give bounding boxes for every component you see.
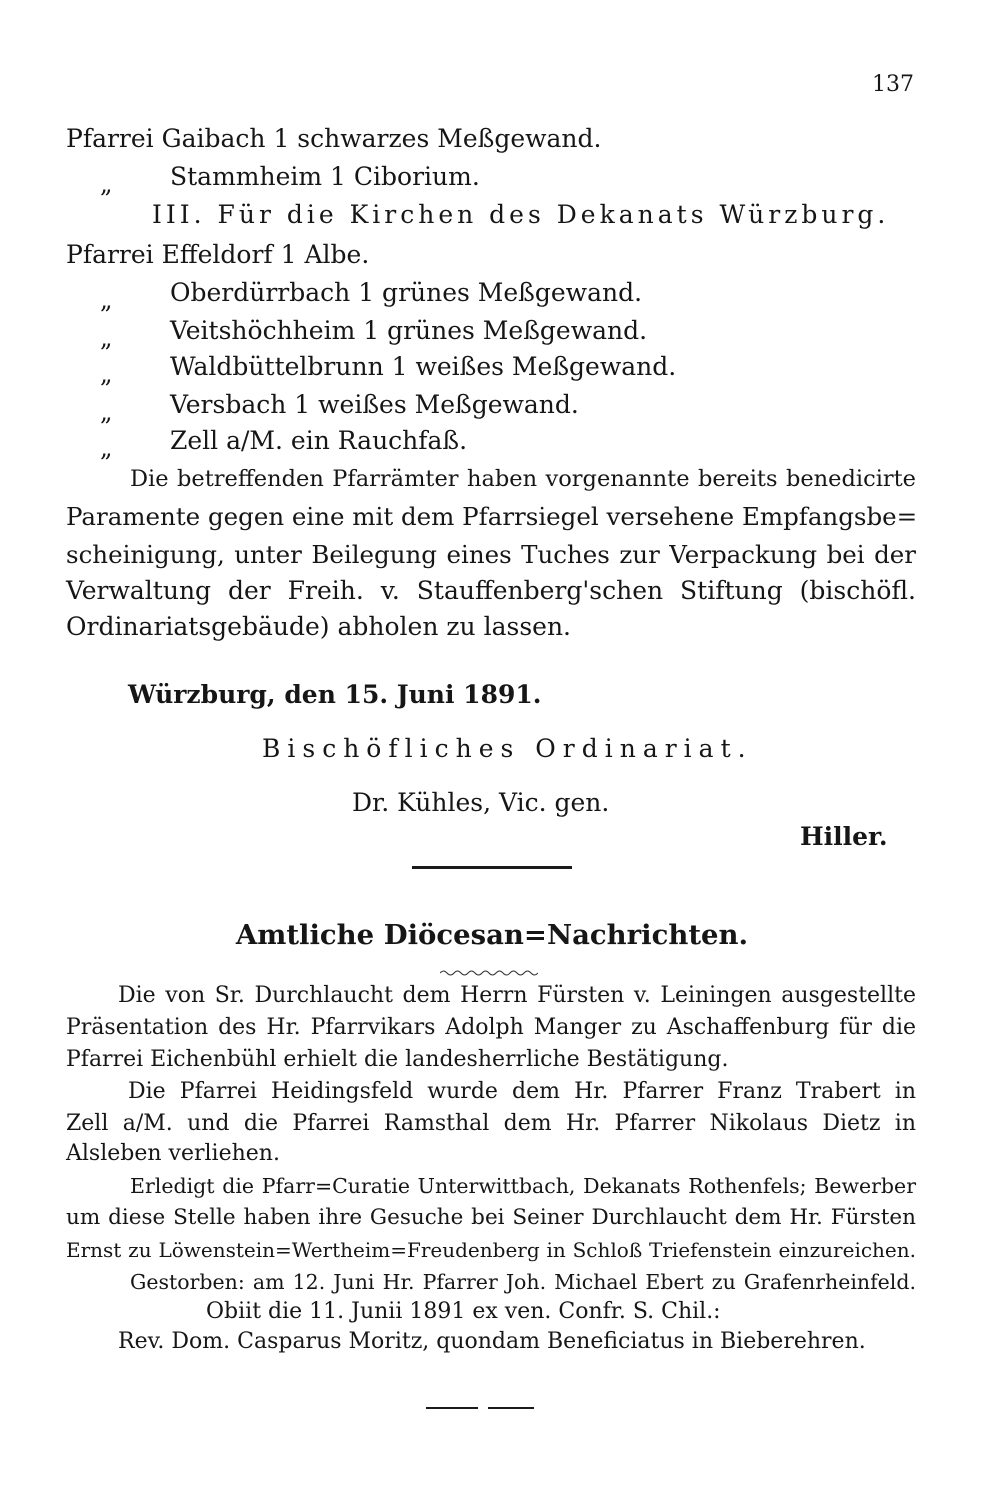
news-line: Die Pfarrei Heidingsfeld wurde dem Hr. Pfarrer Franz Trabert in: [128, 1079, 916, 1104]
page-number: 137: [872, 72, 914, 97]
news-line: Die von Sr. Durchlaucht dem Herrn Fürsten v. Leiningen ausgestellte: [118, 983, 916, 1008]
ditto-mark: „: [100, 360, 113, 388]
list-item: Zell a/M. ein Rauchfaß.: [170, 426, 468, 455]
news-line: Zell a/M. und die Pfarrei Ramsthal dem Hr. Pfarrer Nikolaus Dietz in: [66, 1111, 916, 1136]
list-item: Veitshöchheim 1 grünes Meßgewand.: [170, 316, 648, 345]
signature-secretary: Hiller.: [800, 822, 888, 851]
ditto-mark: „: [100, 324, 113, 352]
signature-vicar-general: Dr. Kühles, Vic. gen.: [352, 788, 610, 817]
date-line: Würzburg, den 15. Juni 1891.: [128, 680, 542, 709]
news-line: Präsentation des Hr. Pfarrvikars Adolph Manger zu Aschaffenburg für die: [66, 1015, 916, 1040]
notice-line: scheinigung, unter Beilegung eines Tuches zur Verpackung bei der: [66, 540, 916, 569]
list-item: Stammheim 1 Ciborium.: [170, 162, 480, 191]
section-heading-iii: III. Für die Kirchen des Dekanats Würzburg.: [152, 200, 890, 229]
ditto-mark: „: [100, 286, 113, 314]
list-item: Waldbüttelbrunn 1 weißes Meßgewand.: [170, 352, 677, 381]
list-item: Versbach 1 weißes Meßgewand.: [170, 390, 579, 419]
end-divider: [426, 1407, 478, 1409]
section-title: Amtliche Diöcesan=Nachrichten.: [235, 919, 749, 951]
obituary-line: Rev. Dom. Casparus Moritz, quondam Beneficiatus in Bieberehren.: [118, 1329, 866, 1354]
notice-line: Die betreffenden Pfarrämter haben vorgenannte bereits benedicirte: [130, 466, 916, 492]
ditto-mark: „: [100, 170, 113, 198]
news-line: Alsleben verliehen.: [66, 1141, 280, 1166]
notice-line: Paramente gegen eine mit dem Pfarrsiegel versehene Empfangsbe=: [66, 502, 918, 531]
end-divider: [488, 1407, 534, 1409]
news-line: um diese Stelle haben ihre Gesuche bei Seiner Durchlaucht dem Hr. Fürsten: [66, 1205, 916, 1230]
notice-line: Verwaltung der Freih. v. Stauffenberg'schen Stiftung (bischöfl.: [66, 576, 916, 605]
list-item: Oberdürrbach 1 grünes Meßgewand.: [170, 278, 643, 307]
ditto-mark: „: [100, 398, 113, 426]
obituary-line: Obiit die 11. Junii 1891 ex ven. Confr. S. Chil.:: [206, 1299, 721, 1324]
ditto-mark: „: [100, 434, 113, 462]
list-item: Pfarrei Effeldorf 1 Albe.: [66, 240, 370, 269]
news-line: Gestorben: am 12. Juni Hr. Pfarrer Joh. Michael Ebert zu Grafenrheinfeld.: [130, 1270, 916, 1294]
notice-line: Ordinariatsgebäude) abholen zu lassen.: [66, 612, 572, 641]
section-divider: [412, 866, 572, 869]
title-ornament: [440, 962, 538, 981]
news-line: Pfarrei Eichenbühl erhielt die landesherrliche Bestätigung.: [66, 1047, 729, 1072]
issuing-office: Bischöfliches Ordinariat.: [262, 734, 753, 763]
news-line: Ernst zu Löwenstein=Wertheim=Freudenberg in Schloß Triefenstein einzureichen.: [66, 1238, 916, 1262]
list-item: Pfarrei Gaibach 1 schwarzes Meßgewand.: [66, 124, 602, 153]
news-line: Erledigt die Pfarr=Curatie Unterwittbach, Dekanats Rothenfels; Bewerber: [130, 1174, 916, 1198]
